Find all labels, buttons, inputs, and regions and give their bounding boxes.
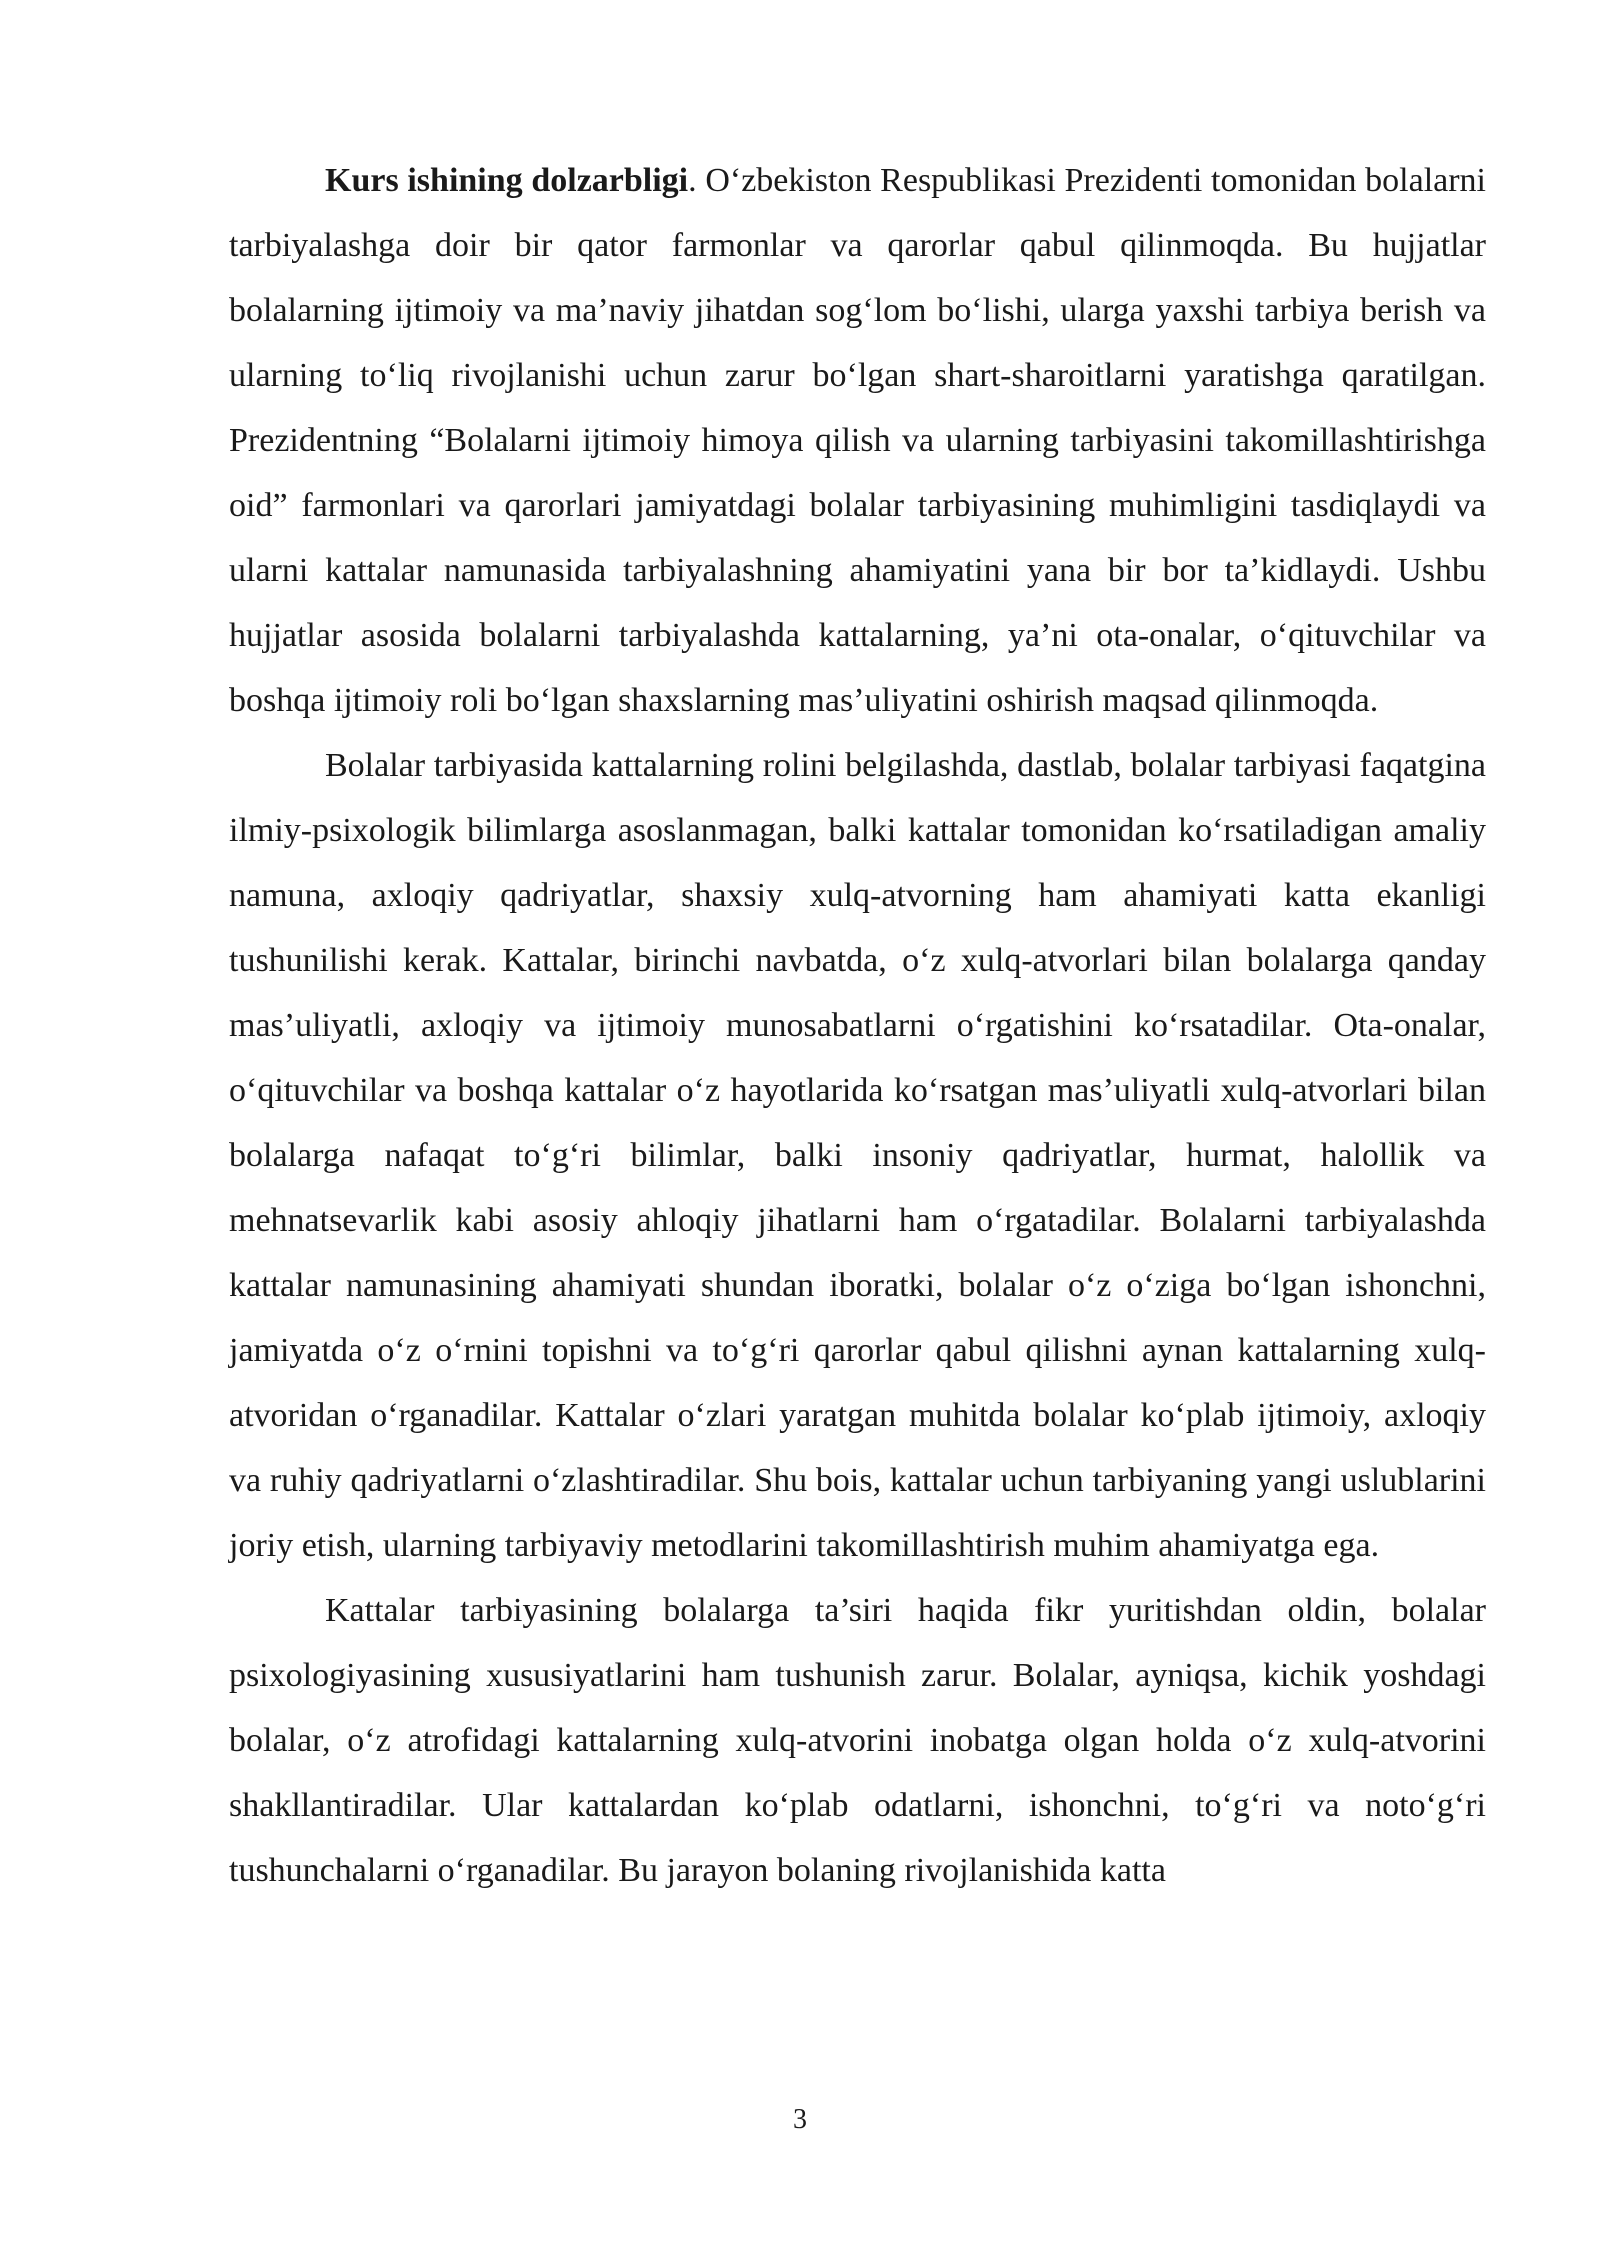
body-text (229, 148, 1486, 1903)
section-lead-heading: Kurs ishining dolzarbligi (325, 162, 689, 199)
paragraph-2 (229, 733, 1486, 1578)
paragraph-1-text: O‘zbekiston Respublikasi Prezidenti tomonidan bolalarni tarbiyalashga doir bir qator farmonlar va qarorlar qabul qilinmoqda. Bu hujjatlar bolalarning ijtimoiy va ma’naviy jihatdan sog‘lom bo‘lishi, ularga yaxshi tarbiya berish va ularning to‘liq rivojlanishi uchun zarur bo‘lgan shart-sharoitlarni yaratishga qaratilgan. Prezidentning “Bolalarni ijtimoiy himoya qilish va ularning tarbiyasini takomillashtirishga oid” farmonlari va qarorlari jamiyatdagi bolalar tarbiyasining muhimligini tasdiqlaydi va ularni kattalar namunasida tarbiyalashning ahamiyatini yana bir bor ta’kidlaydi. Ushbu hujjatlar asosida bolalarni tarbiyalashda kattalarning, ya’ni ota-onalar, o‘qituvchilar va boshqa ijtimoiy roli bo‘lgan shaxslarning mas’uliyatini oshirish maqsad qilinmoqda. (229, 162, 1486, 719)
paragraph-3-text: Kattalar tarbiyasining bolalarga ta’siri haqida fikr yuritishdan oldin, bolalar psixologiyasining xususiyatlarini ham tushunish zarur. Bolalar, ayniqsa, kichik yoshdagi bolalar, o‘z atrofidagi kattalarning xulq-atvorini inobatga olgan holda o‘z xulq-atvorini shakllantiradilar. Ular kattalardan ko‘plab odatlarni, ishonchni, to‘g‘ri va noto‘g‘ri tushunchalarni o‘rganadilar. Bu jarayon bolaning rivojlanishida katta (229, 1592, 1486, 1889)
page-number: 3 (793, 2104, 807, 2135)
paragraph-3 (229, 1578, 1486, 1903)
paragraph-1 (229, 148, 1486, 733)
lead-punctuation: . (688, 162, 706, 199)
paragraph-2-text: Bolalar tarbiyasida kattalarning rolini belgilashda, dastlab, bolalar tarbiyasi faqatgina ilmiy-psixologik bilimlarga asoslanmagan, balki kattalar tomonidan ko‘rsatiladigan amaliy namuna, axloqiy qadriyatlar, shaxsiy xulq-atvorning ham ahamiyati katta ekanligi tushunilishi kerak. Kattalar, birinchi navbatda, o‘z xulq-atvorlari bilan bolalarga qanday mas’uliyatli, axloqiy va ijtimoiy munosabatlarni o‘rgatishini ko‘rsatadilar. Ota-onalar, o‘qituvchilar va boshqa kattalar o‘z hayotlarida ko‘rsatgan mas’uliyatli xulq-atvorlari bilan bolalarga nafaqat to‘g‘ri bilimlar, balki insoniy qadriyatlar, hurmat, halollik va mehnatsevarlik kabi asosiy ahloqiy jihatlarni ham o‘rgatadilar. Bolalarni tarbiyalashda kattalar namunasining ahamiyati shundan iboratki, bolalar o‘z o‘ziga bo‘lgan ishonchni, jamiyatda o‘z o‘rnini topishni va to‘g‘ri qarorlar qabul qilishni aynan kattalarning xulq-atvoridan o‘rganadilar. Kattalar o‘zlari yaratgan muhitda bolalar ko‘plab ijtimoiy, axloqiy va ruhiy qadriyatlarni o‘zlashtiradilar. Shu bois, kattalar uchun tarbiyaning yangi uslublarini joriy etish, ularning tarbiyaviy metodlarini takomillashtirish muhim ahamiyatga ega. (229, 747, 1486, 1564)
